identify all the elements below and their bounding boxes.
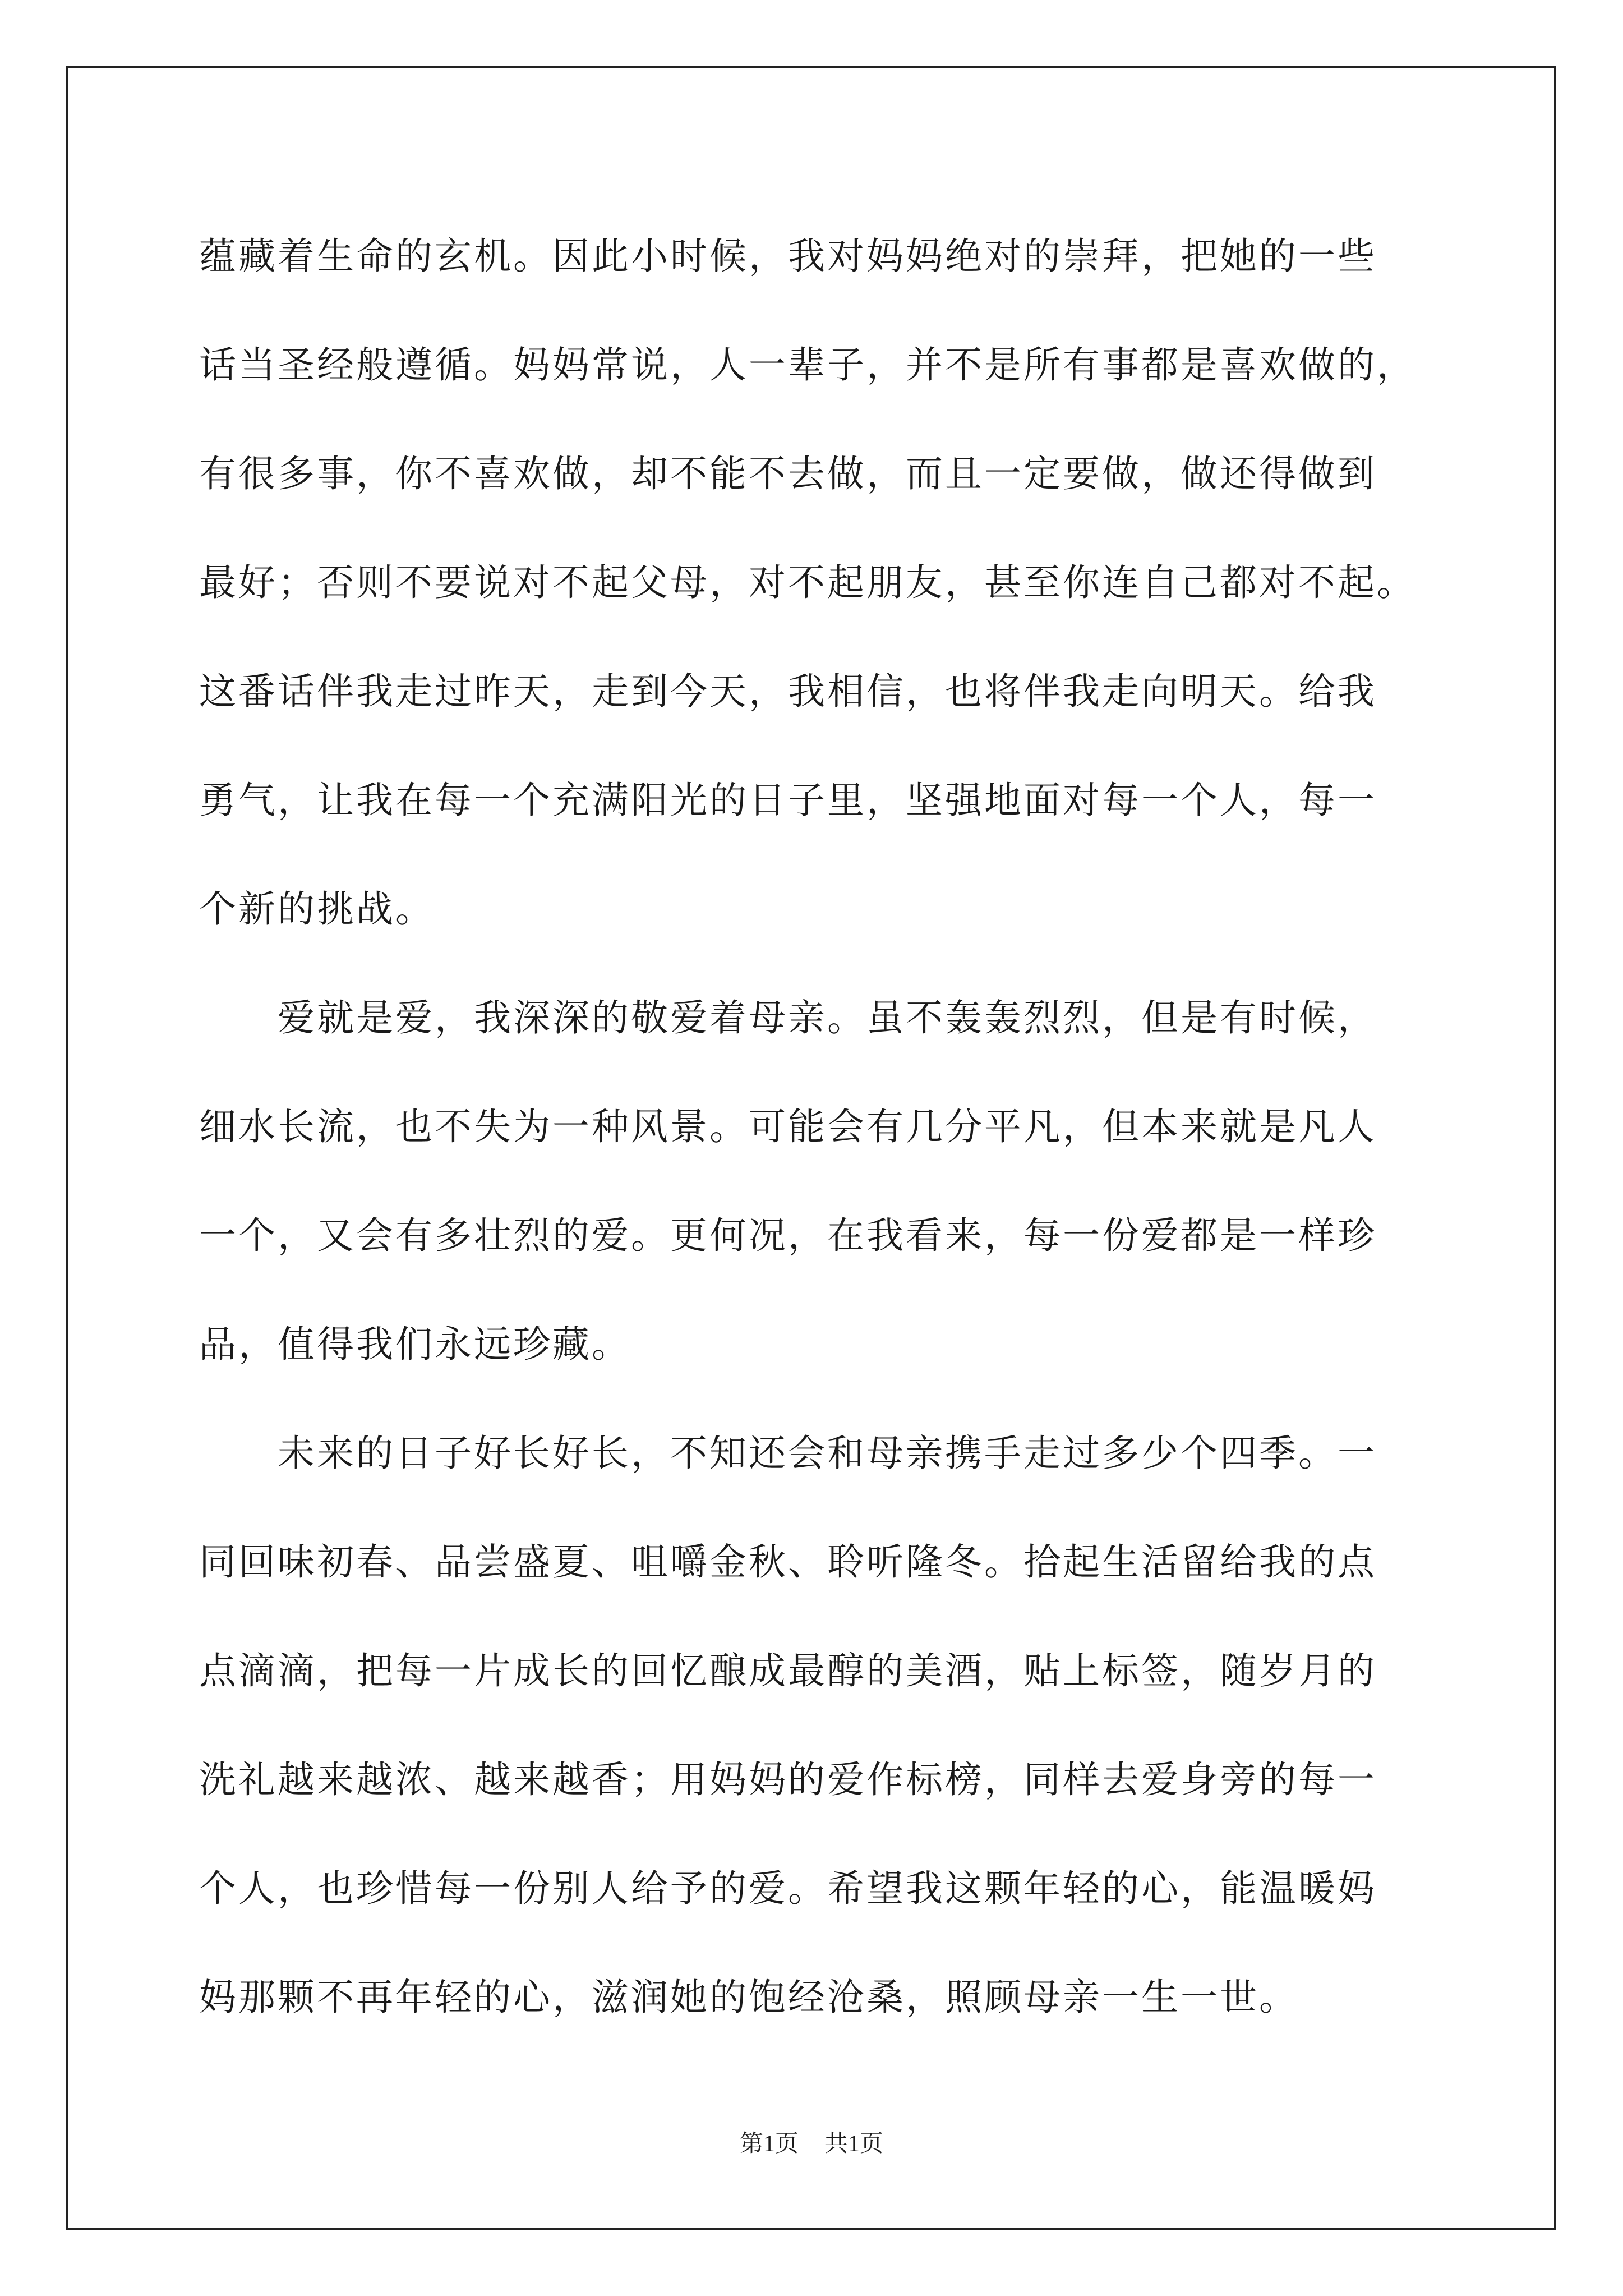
text-line: 同回味初春、品尝盛夏、咀嚼金秋、聆听隆冬。拾起生活留给我的点 [199,1540,1377,1584]
text-line: 品，值得我们永远珍藏。 [199,1323,631,1366]
text-line: 个人，也珍惜每一份别人给予的爱。希望我这颗年轻的心，能温暖妈 [199,1867,1377,1910]
text-line: 个新的挑战。 [199,887,435,931]
text-line: 有很多事，你不喜欢做，却不能不去做，而且一定要做，做还得做到 [199,452,1377,495]
text-line: 细水长流，也不失为一种风景。可能会有几分平凡，但本来就是凡人 [199,1105,1377,1148]
text-line: 妈那颗不再年轻的心，滋润她的饱经沧桑，照顾母亲一生一世。 [199,1976,1298,2019]
text-line: 点滴滴，把每一片成长的回忆酿成最醇的美酒，贴上标签，随岁月的 [199,1649,1377,1692]
page-number: 第1页 [739,2131,799,2157]
text-line: 一个，又会有多壮烈的爱。更何况，在我看来，每一份爱都是一样珍 [199,1214,1377,1257]
page-total: 共1页 [824,2131,884,2157]
text-line: 勇气，让我在每一个充满阳光的日子里，坚强地面对每一个人，每一 [199,779,1377,822]
page-footer [0,2127,1623,2161]
text-line: 洗礼越来越浓、越来越香；用妈妈的爱作标榜，同样去爱身旁的每一 [199,1758,1377,1801]
paragraph-start-line: 未来的日子好长好长，不知还会和母亲携手走过多少个四季。一 [199,1432,1377,1475]
text-line: 话当圣经般遵循。妈妈常说，人一辈子，并不是所有事都是喜欢做的， [199,343,1416,386]
document-body [199,202,1433,2052]
text-line: 这番话伴我走过昨天，走到今天，我相信，也将伴我走向明天。给我 [199,670,1377,713]
text-line: 蕴藏着生命的玄机。因此小时候，我对妈妈绝对的崇拜，把她的一些 [199,234,1377,278]
paragraph-start-line: 爱就是爱，我深深的敬爱着母亲。虽不轰轰烈烈，但是有时候， [199,996,1377,1039]
text-line: 最好；否则不要说对不起父母，对不起朋友，甚至你连自己都对不起。 [199,561,1416,604]
